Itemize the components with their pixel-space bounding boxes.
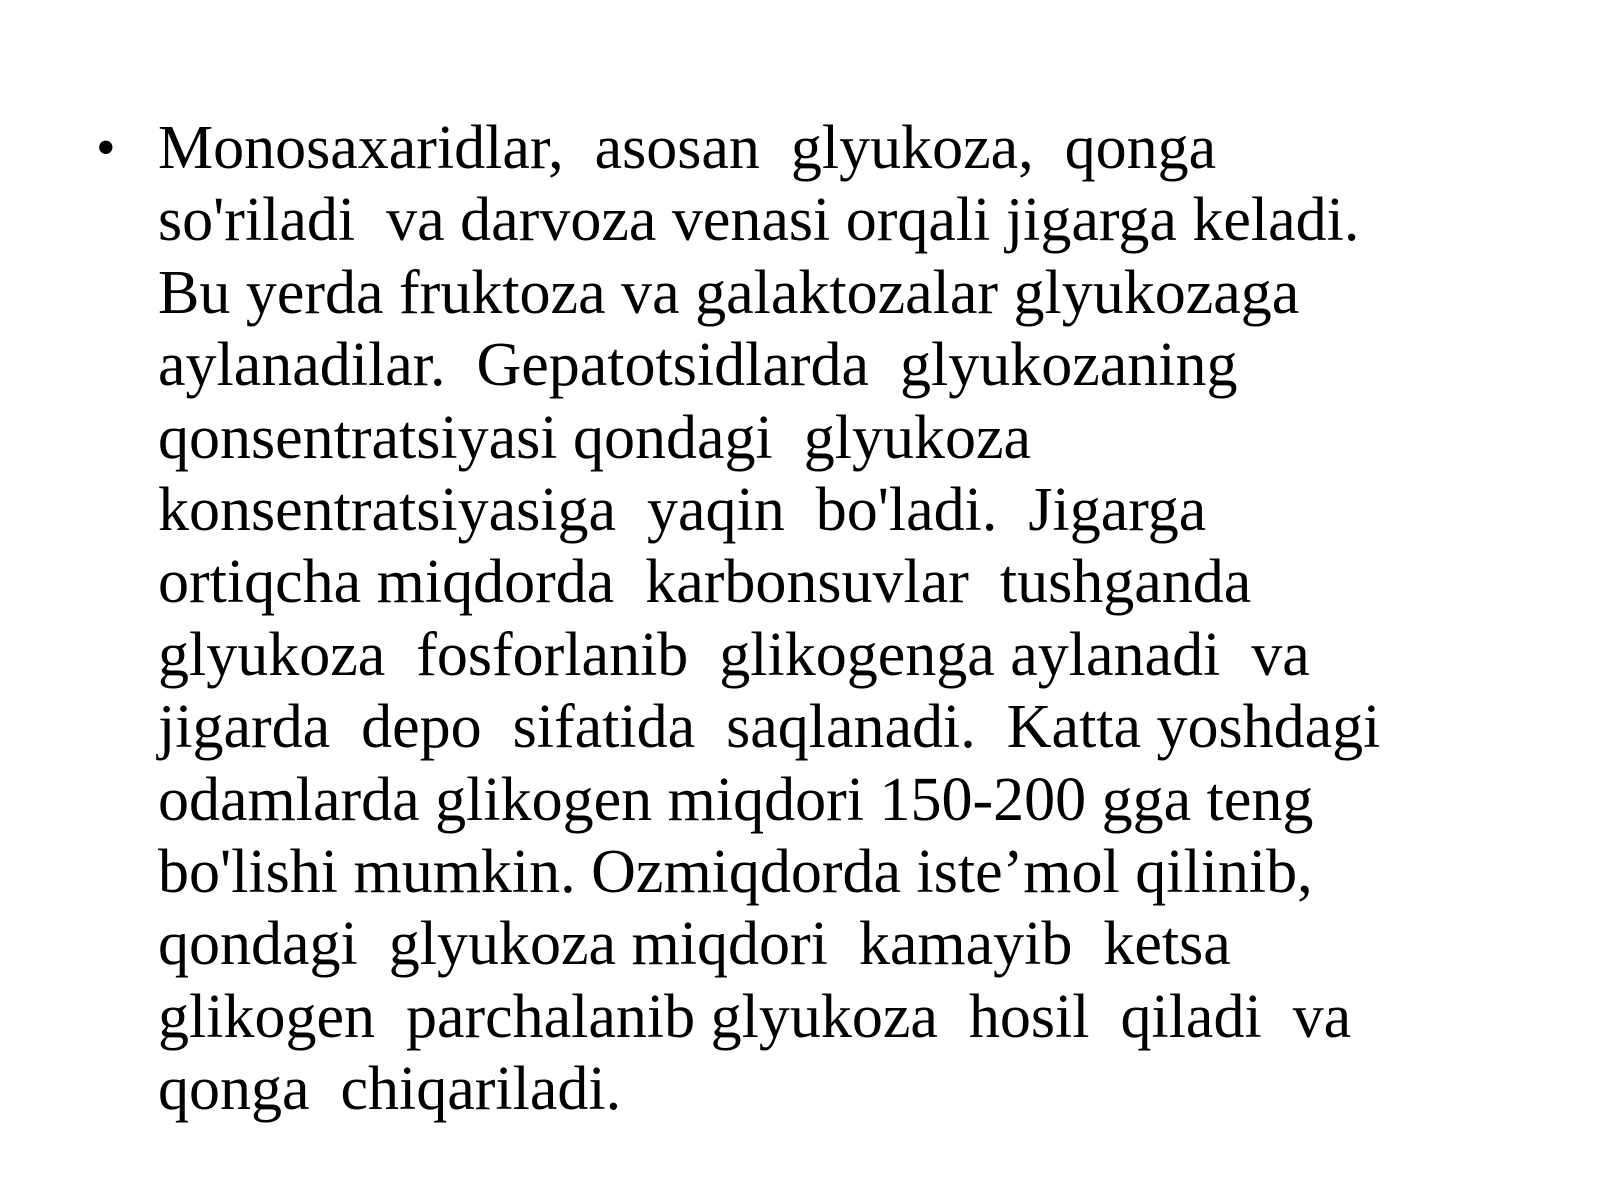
text-line: jigarda depo sifatida saqlanadi. Katta yoshdagi — [158, 693, 1381, 762]
text-line: so'riladi va darvoza venasi orqali jigarga keladi. — [158, 186, 1360, 255]
text-line: qonsentratsiyasi qondagi glyukoza — [158, 403, 1031, 472]
text-line: konsentratsiyasiga yaqin bo'ladi. Jigarga — [158, 476, 1207, 545]
text-line: glyukoza fosforlanib glikogenga aylanadi va — [158, 620, 1310, 689]
bullet-paragraph — [158, 112, 1558, 1126]
text-line: ortiqcha miqdorda karbonsuvlar tushganda — [158, 548, 1252, 617]
bullet-icon: • — [96, 117, 116, 179]
text-line: qondagi glyukoza miqdori kamayib ketsa — [158, 910, 1231, 979]
text-line: qonga chiqariladi. — [158, 1055, 622, 1124]
text-line: Bu yerda fruktoza va galaktozalar glyukozaga — [158, 258, 1300, 327]
text-line: Monosaxaridlar, asosan glyukoza, qonga — [158, 114, 1217, 182]
text-line: odamlarda glikogen miqdori 150-200 gga teng — [158, 765, 1314, 834]
text-line: glikogen parchalanib glyukoza hosil qiladi va — [158, 982, 1352, 1051]
text-line: aylanadilar. Gepatotsidlarda glyukozaning — [158, 331, 1238, 400]
text-line: bo'lishi mumkin. Ozmiqdorda iste’mol qilinib, — [158, 838, 1313, 907]
